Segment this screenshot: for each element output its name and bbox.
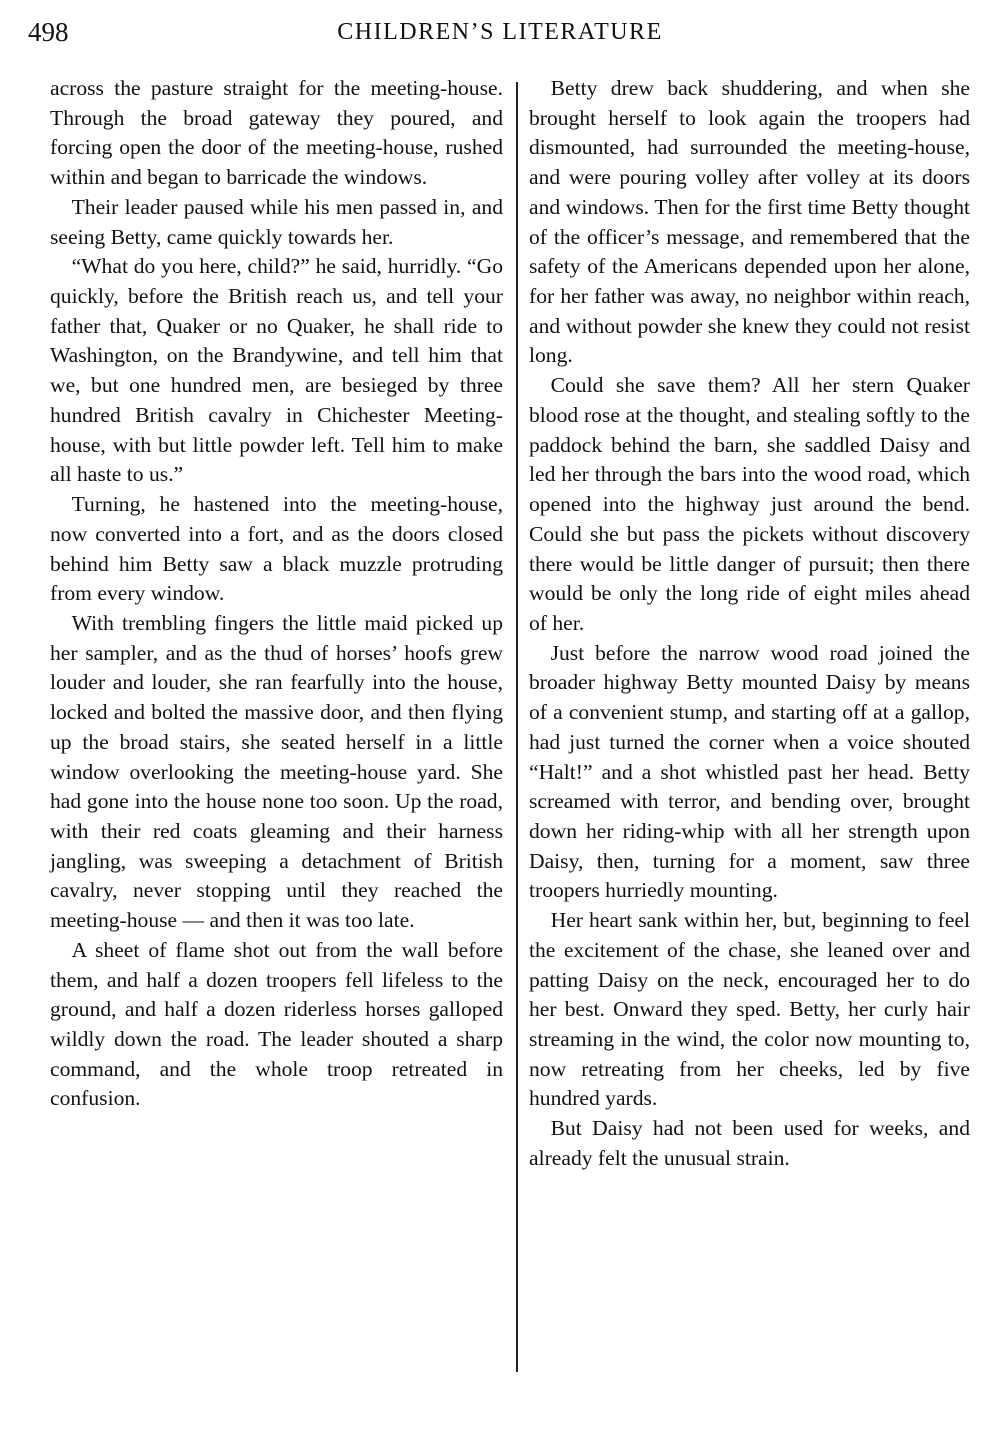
page-number: 498 [28, 17, 69, 47]
paragraph: Betty drew back shuddering, and when she brought herself to look again the troopers had dismounted, had surrounded the meeting-house, and were pouring volley after volley at its doors and windows. Then for the first time Betty thought of the officer’s message, and remembered that the safety of the Americans depended upon her alone, for her father was away, no neighbor within reach, and without powder she knew they could not resist long. [529, 76, 970, 368]
paragraph: Just before the narrow wood road joined the broader highway Betty mounted Daisy by means of a convenient stump, and starting off at a gallop, had just turned the corner when a voice shouted “Halt!” and a shot whistled past her head. Betty screamed with terror, and bending over, brought down her riding-whip with all her strength upon Daisy, then, turning for a moment, saw three troopers hurriedly mounting. [529, 640, 970, 903]
paragraph: across the pasture straight for the meeting-house. Through the broad gateway they poured, and forcing open the door of the meeting-house, rushed within and began to barricade the windows. [50, 76, 503, 190]
paragraph: Her heart sank within her, but, beginning to feel the excitement of the chase, she leaned over and patting Daisy on the neck, encouraged her to do her best. Onward they sped. Betty, her curly hair streaming in the wind, the color now mounting to, now retreating from her cheeks, led by five hundred yards. [529, 908, 970, 1111]
paragraph: A sheet of flame shot out from the wall before them, and half a dozen troopers fell lifeless to the ground, and half a dozen riderless horses galloped wildly down the road. The leader shouted a sharp command, and the whole troop retreated in confusion. [50, 937, 503, 1111]
paragraph: “What do you here, child?” he said, hurridly. “Go quickly, before the British reach us, and tell your father that, Quaker or no Quaker, he shall ride to Washington, on the Brandywine, and tell him that we, but one hundred men, are besieged by three hundred British cavalry in Chichester Meeting-house, with but little powder left. Tell him to make all haste to us.” [50, 254, 503, 487]
paragraph: But Daisy had not been used for weeks, and already felt the unusual strain. [529, 1116, 970, 1170]
page-header [28, 14, 972, 50]
column-divider [516, 82, 518, 1372]
right-column [529, 74, 970, 1174]
paragraph: Turning, he hastened into the meeting-house, now converted into a fort, and as the doors closed behind him Betty saw a black muzzle protruding from every window. [50, 492, 503, 606]
running-head: CHILDREN’S LITERATURE [337, 19, 663, 45]
left-column [50, 74, 503, 1114]
paragraph: With trembling fingers the little maid picked up her sampler, and as the thud of horses’ hoofs grew louder and louder, she ran fearfully into the house, locked and bolted the massive door, and then flying up the broad stairs, she seated herself in a little window overlooking the meeting-house yard. She had gone into the house none too soon. Up the road, with their red coats gleaming and their harness jangling, was sweeping a detachment of British cavalry, never stopping until they reached the meeting-house — and then it was too late. [50, 610, 503, 933]
paragraph: Could she save them? All her stern Quaker blood rose at the thought, and stealing softly to the paddock behind the barn, she saddled Daisy and led her through the bars into the wood road, which opened into the highway just around the bend. Could she but pass the pickets without discovery there would be little danger of pursuit; then there would be only the long ride of eight miles ahead of her. [529, 373, 970, 635]
paragraph: Their leader paused while his men passed in, and seeing Betty, came quickly towards her. [50, 194, 503, 249]
